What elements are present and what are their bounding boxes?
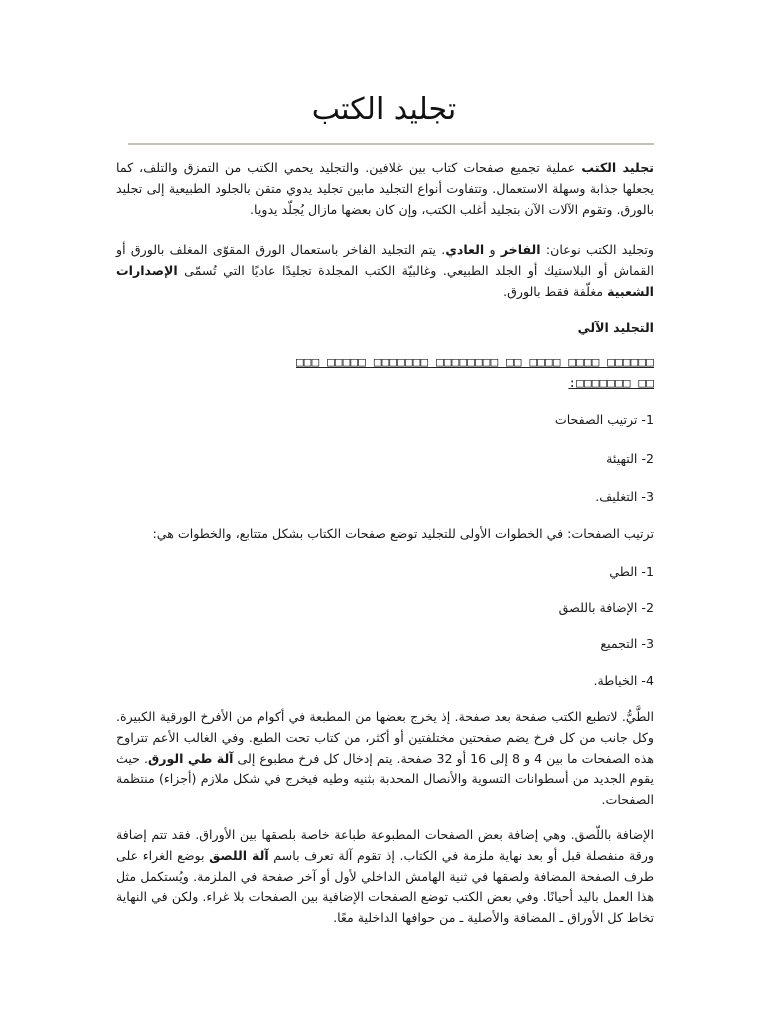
term-adi: العادي — [445, 242, 485, 257]
gluing-paragraph — [116, 825, 654, 929]
step-item: 2- التهيئة — [606, 451, 654, 466]
order-step-item: 2- الإضافة باللصق — [558, 600, 654, 615]
page-title: تجليد الكتب — [311, 92, 457, 127]
order-step-item: 4- الخياطة. — [593, 673, 654, 688]
types-text-3: مغلّفة فقط بالورق. — [503, 283, 608, 299]
intro-paragraph — [116, 158, 654, 220]
gluing-text-1: الإضافة باللّصق. وهي إضافة بعض الصفحات المطبوعة طباعة خاصة بلصقها بين الأوراق. فقد تتم إضافة ورقة منفصلة قبل أو بعد نهاية ملزمة في الكتاب. إذ تقوم آلة تعرف باسم — [116, 827, 654, 863]
term-folding-machine: آلة طي الورق — [147, 750, 234, 766]
types-text-2: . يتم التجليد الفاخر باستعمال الورق المقوّى المغلف بالورق أو القماش أو البلاستيك أو الجلد الطبيعي. وغالبيّة الكتب المجلدة تجليدًا عاديًا التي تُسمّى — [116, 242, 654, 278]
missing-glyph-line-1: □□□□□□ □□□□ □□□□ □□ □□□□□□□□ □□□□□□□ □□□□□ □□□ — [296, 354, 654, 369]
intro-lead: تجليد الكتب — [581, 160, 655, 175]
folding-text-1: . لاتطبع الكتب صفحة بعد صفحة. إذ يخرج بعضها من المطبعة في أكوام من الأفرخ الورقية الكبيرة. وكل جانب من كل فرخ يضم صفحتين مختلفتين أو أكثر، من كتاب تحت الطبع. وفي الغالب الأعم تتراوح هذه الصفحات ما بين 4 و 8 إلى 16 أو 32 صفحة. يتم إدخال كل فرخ مطبوع إلى — [116, 709, 654, 766]
step-item: 3- التغليف. — [595, 489, 654, 504]
types-and: و — [484, 242, 501, 257]
step-item: 1- ترتيب الصفحات — [554, 412, 654, 427]
title-divider — [128, 143, 654, 145]
term-isdarat: الإصدارات الشعبية — [116, 262, 654, 299]
machine-binding-heading: التجليد الآلي — [577, 320, 654, 335]
folding-text-2: . حيث يقوم الجديد من أسطوانات التسوية والأنصال المحدبة بثنيه وطيه فيخرج في شكل ملازم (أجزاء) منتظمة الصفحات. — [116, 750, 654, 808]
types-text-1: وتجليد الكتب نوعان: — [540, 242, 655, 257]
term-gluing-machine: آلة اللصق — [209, 847, 269, 863]
missing-glyph-line-2: □□ □□□□□□□: — [568, 375, 654, 390]
folding-paragraph — [116, 707, 654, 811]
folding-lead: الطَّيُّ — [625, 709, 654, 724]
types-paragraph — [116, 240, 654, 302]
order-step-item: 1- الطي — [609, 564, 654, 579]
intro-text: عملية تجميع صفحات كتاب بين غلافين. والتجليد يحمي الكتب من التمزق والتلف، كما يجعلها جذابة وسهلة الاستعمال. وتتفاوت أنواع التجليد مابين تجليد يدوي متقن بالجلود الطبيعية إلى تجليد بالورق. وتقوم الآلات الآن بتجليد أغلب الكتب، وإن كان بعضها مازال يُجلّد يدويا. — [116, 160, 654, 217]
order-step-item: 3- التجميع — [600, 636, 654, 651]
missing-glyph-text — [128, 351, 654, 393]
order-intro: ترتيب الصفحات: في الخطوات الأولى للتجليد توضع صفحات الكتاب بشكل متتابع، والخطوات هي: — [152, 526, 654, 541]
term-fakher: الفاخر — [500, 242, 541, 257]
gluing-text-2: بوضع الغراء على طرف الصفحة المضافة ولصقها في ثنية الهامش الداخلي لأول أو آخر صفحة في الملزمة. ويُستكمل مثل هذا العمل باليد أحيانًا. وفي بعض الكتب توضع الصفحات الإضافية بين الصفحات بلا غراء. ولكن في النهاية تخاط كل الأوراق ـ المضافة والأصلية ـ من حوافها الداخلية معًا. — [116, 847, 654, 926]
